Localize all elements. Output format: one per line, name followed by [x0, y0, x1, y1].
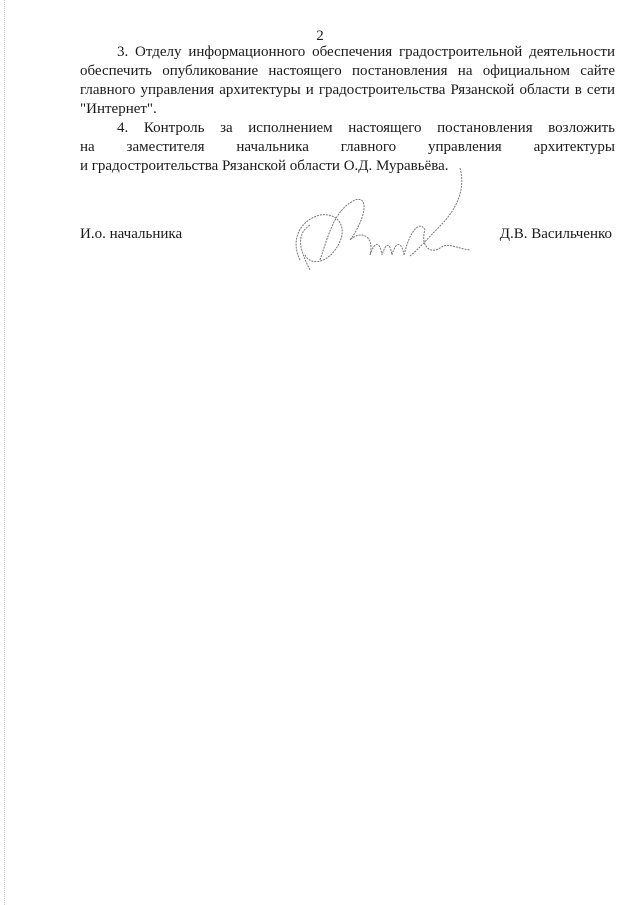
- signatory-position: И.о. начальника: [80, 226, 183, 242]
- paragraph-4-line-3: и градостроительства Рязанской области О.Д. Муравьёва.: [80, 158, 449, 174]
- paragraph-4-line-1: 4. Контроль за исполнением настоящего постановления возложить: [117, 120, 615, 136]
- scan-edge: [4, 0, 6, 905]
- paragraph-3-line-1: 3. Отделу информационного обеспечения градостроительной деятельности: [117, 44, 615, 60]
- page-number: 2: [316, 28, 324, 44]
- signatory-name: Д.В. Васильченко: [499, 226, 612, 242]
- paragraph-3-line-3: главного управления архитектуры и градостроительства Рязанской области в сети: [80, 82, 615, 98]
- paragraph-3-line-2: обеспечить опубликование настоящего постановления на официальном сайте: [80, 63, 615, 79]
- paragraph-4-line-2: на заместителя начальника главного управления архитектуры: [80, 139, 615, 155]
- handwritten-signature: [280, 160, 480, 275]
- paragraph-3-line-4: "Интернет".: [80, 101, 157, 117]
